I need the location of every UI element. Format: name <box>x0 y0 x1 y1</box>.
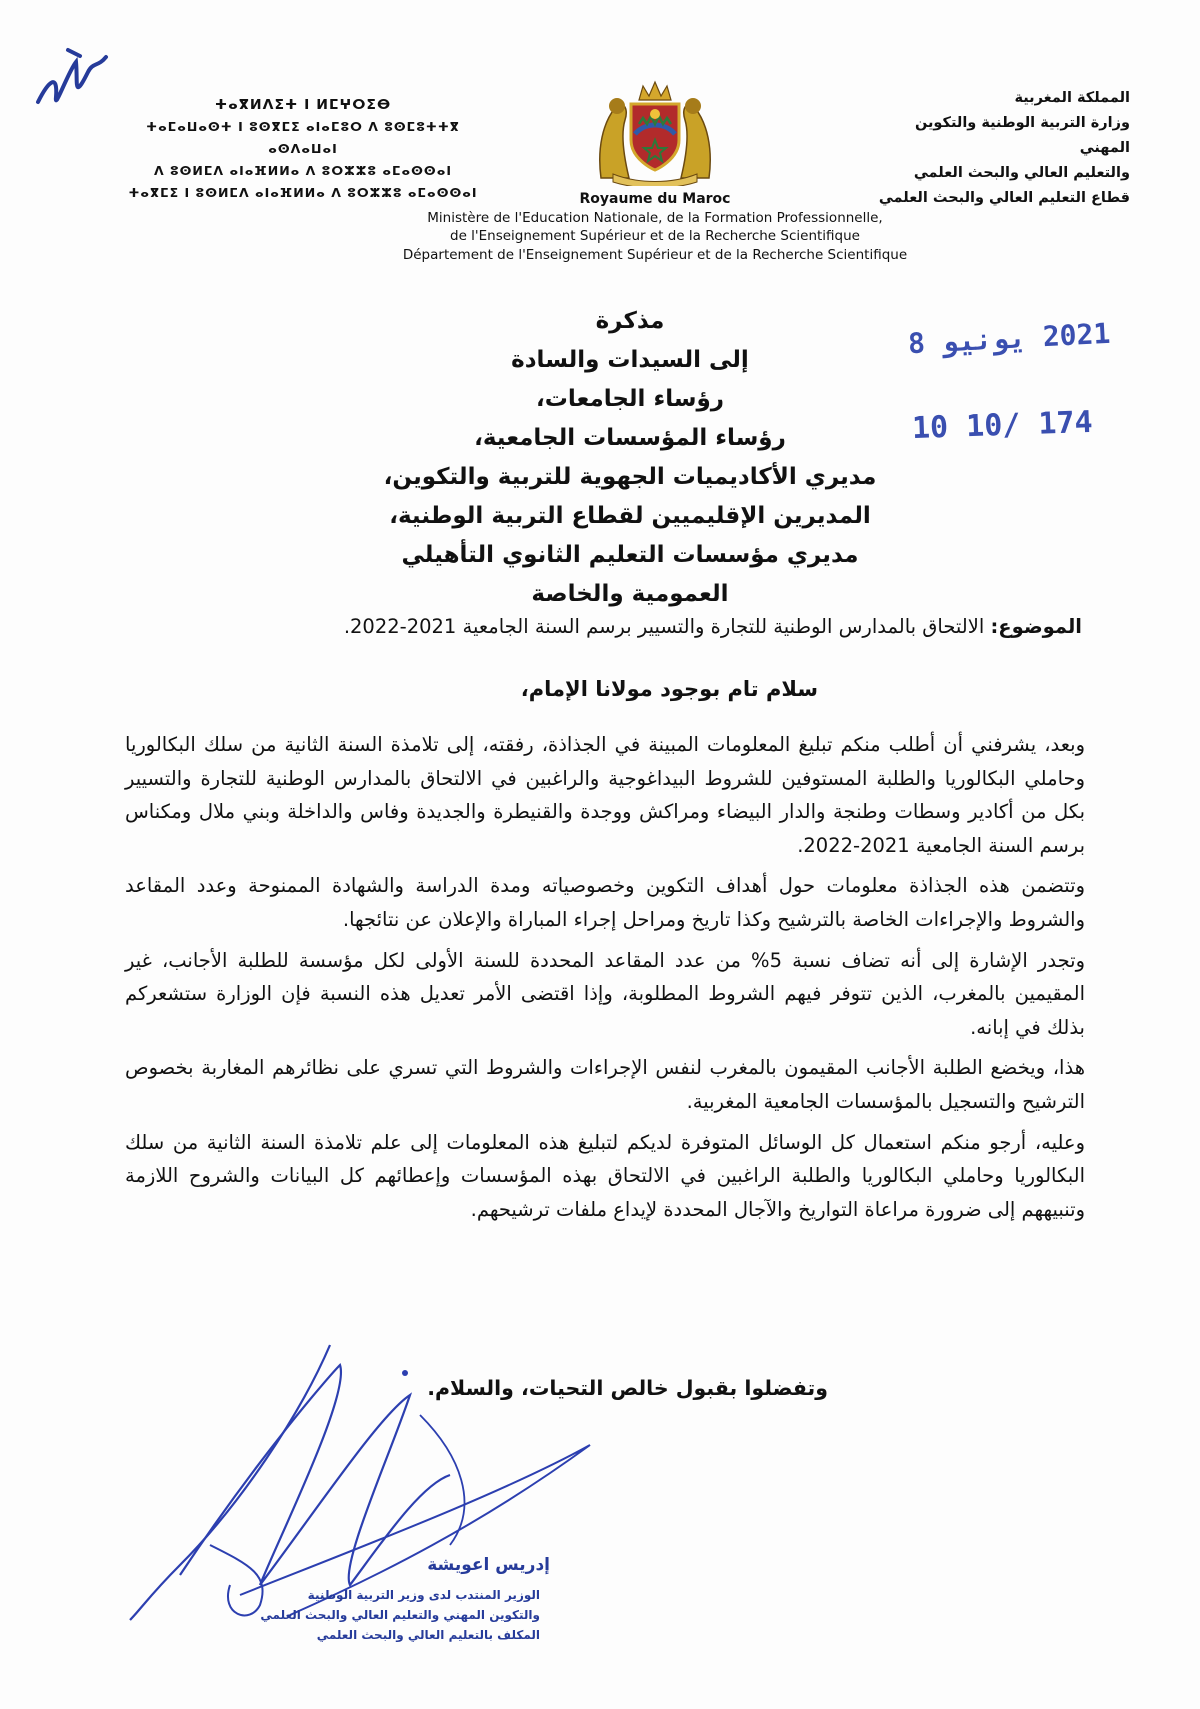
french-header <box>330 190 980 264</box>
date-stamp: 2021 يونيو 8 <box>907 316 1112 361</box>
memo-body <box>125 728 1085 1233</box>
addressee-line: مديري مؤسسات التعليم الثانوي التأهيلي العمومية والخاصة <box>401 542 859 607</box>
body-paragraph: وبعد، يشرفني أن أطلب منكم تبليغ المعلومات المبينة في الجذاذة، رفقته، إلى تلامذة السنة الثانية من سلك البكالوريا وحاملي البكالوريا والطلبة المستوفين للشروط البيداغوجية والراغبين في الالتحاق بالمدارس الوطنية للتجارة والتسيير بكل من أكادير وسطات وطنجة والدار البيضاء ومراكش ووجدة والقنيطرة والجديدة وفاس والداخلة وبني ملال ومكناس برسم السنة الجامعية 2021-2022. <box>125 733 1085 857</box>
tifinagh-header <box>118 94 488 204</box>
addressee-block <box>350 302 910 614</box>
addressee-line: مديري الأكاديميات الجهوية للتربية والتكوين، <box>383 464 877 490</box>
tifinagh-header-line: ⴷ ⵓⵙⵍⵎⴷ ⴰⵏⴰⴼⵍⵍⴰ ⴷ ⵓⵔⵣⵣⵓ ⴰⵎⴰⵙⵙⴰⵏ <box>153 163 452 178</box>
body-paragraph: هذا، ويخضع الطلبة الأجانب المقيمون بالمغرب لنفس الإجراءات والشروط التي تسري على نظائرهم المغاربة بخصوص الترشيح والتسجيل بالمؤسسات الجامعية المغربية. <box>125 1056 1085 1113</box>
arabic-header-line: المملكة المغربية <box>1014 90 1130 106</box>
tifinagh-header-line: ⵜⴰⴳⵍⴷⵉⵜ ⵏ ⵍⵎⵖⵔⵉⴱ <box>214 97 392 113</box>
tifinagh-header-line: ⵜⴰⵎⴰⵡⴰⵙⵜ ⵏ ⵓⵙⴳⵎⵉ ⴰⵏⴰⵎⵓⵔ ⴷ ⵓⵙⵎⵓⵜⵜⴳ ⴰⵙⴷⴰⵡⴰⵏ <box>146 119 460 156</box>
signatory-title-line: والتكوين المهني والتعليم العالي والبحث العلمي <box>260 1608 540 1622</box>
body-paragraph: وعليه، أرجو منكم استعمال كل الوسائل المتوفرة لديكم لتبليغ هذه المعلومات إلى علم تلامذة السنة الثانية من سلك البكالوريا وحاملي البكالوريا والطلبة الراغبين في الالتحاق بهذه المؤسسات وإعطائهم كل البيانات والشروح اللازمة وتنبيههم إلى ضرورة مراعاة التواريخ والآجال المحددة لإيداع ملفات ترشيحهم. <box>125 1130 1085 1221</box>
greeting: سلام تام بوجود مولانا الإمام، <box>520 677 818 701</box>
handwritten-initials <box>28 42 118 122</box>
arabic-header-line: والتعليم العالي والبحث العلمي <box>913 165 1130 181</box>
signatory-title-line: الوزير المنتدب لدى وزير التربية الوطنية <box>307 1588 540 1602</box>
closing-line: وتفضلوا بقبول خالص التحيات، والسلام. <box>427 1376 828 1400</box>
signatory-title <box>180 1585 540 1645</box>
addressee-line: رؤساء الجامعات، <box>536 386 724 412</box>
coat-of-arms-icon <box>593 78 717 186</box>
subject-label: الموضوع: <box>990 615 1082 638</box>
subject-text: الالتحاق بالمدارس الوطنية للتجارة والتسيير برسم السنة الجامعية 2021-2022. <box>343 615 985 638</box>
arabic-header-line: وزارة التربية الوطنية والتكوين المهني <box>914 115 1130 156</box>
body-paragraph: وتتضمن هذه الجذاذة معلومات حول أهداف التكوين وخصوصياته ومدة الدراسة والشهادة الممنوحة وعدد المقاعد والشروط والإجراءات الخاصة بالترشيح وكذا تاريخ ومراحل إجراء المباراة والإعلان عن نتائجها. <box>125 874 1085 931</box>
kingdom-name: Royaume du Maroc <box>579 191 731 207</box>
ministry-line: Ministère de l'Education Nationale, de la Formation Professionnelle, <box>427 209 883 226</box>
subject-line <box>122 612 1082 642</box>
signatory-title-line: المكلف بالتعليم العالي والبحث العلمي <box>316 1628 540 1642</box>
signatory-name: إدريس اعويشة <box>427 1555 550 1575</box>
tifinagh-header-line: ⵜⴰⴳⵎⵉ ⵏ ⵓⵙⵍⵎⴷ ⴰⵏⴰⴼⵍⵍⴰ ⴷ ⵓⵔⵣⵣⵓ ⴰⵎⴰⵙⵙⴰⵏ <box>128 185 478 200</box>
department-line: Département de l'Enseignement Supérieur et de la Recherche Scientifique <box>402 246 908 263</box>
addressee-line: إلى السيدات والسادة <box>511 347 749 373</box>
arabic-header-line: قطاع التعليم العالي والبحث العلمي <box>878 190 1130 206</box>
addressee-line: المديرين الإقليميين لقطاع التربية الوطنية، <box>389 503 871 529</box>
memo-title: مذكرة <box>595 308 665 334</box>
body-paragraph: وتجدر الإشارة إلى أنه تضاف نسبة 5% من عدد المقاعد المحددة للسنة الأولى لكل مؤسسة للطلبة الأجانب، غير المقيمين بالمغرب، الذين تتوفر فيهم الشروط المطلوبة، وإذا اقتضى الأمر تعديل هذه النسبة فإن الوزارة ستشعركم بذلك في إبانه. <box>125 948 1085 1039</box>
reference-stamp: 10 10/ 174 <box>911 404 1094 447</box>
ministry-line: de l'Enseignement Supérieur et de la Recherche Scientifique <box>450 228 860 244</box>
addressee-line: رؤساء المؤسسات الجامعية، <box>474 425 786 451</box>
